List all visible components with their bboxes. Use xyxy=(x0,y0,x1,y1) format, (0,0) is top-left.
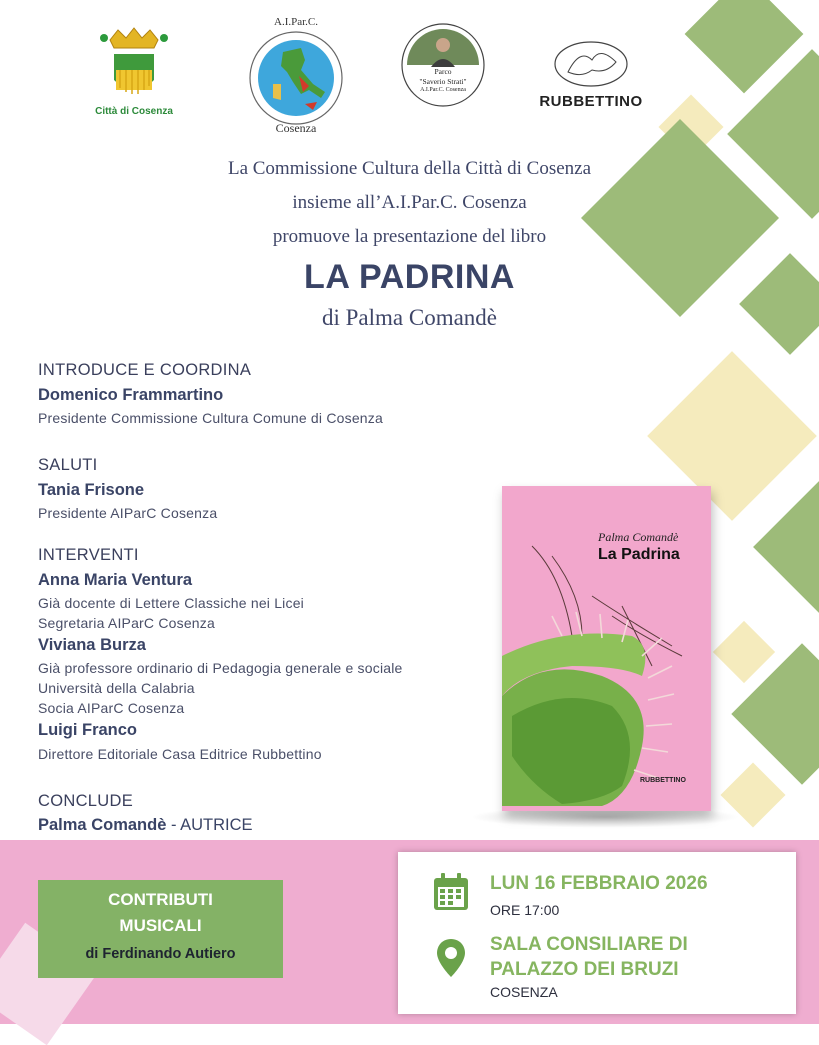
speaker-name: Luigi Franco xyxy=(38,721,137,739)
venus-flytrap-icon xyxy=(502,486,711,811)
speaker-name: Anna Maria Ventura xyxy=(38,571,193,589)
aiparc-city-label: Cosenza xyxy=(275,121,317,135)
cosenza-crest-icon xyxy=(96,24,172,104)
logo-citta-cosenza xyxy=(96,24,172,124)
speaker-role: Segretaria AIParC Cosenza xyxy=(38,615,215,631)
book-author: di Palma Comandè xyxy=(321,305,498,330)
speaker-name: Viviana Burza xyxy=(38,636,146,654)
music-line2: MUSICALI xyxy=(119,916,202,935)
logo-cosenza-label: Città di Cosenza xyxy=(95,106,173,117)
book-cover xyxy=(502,486,711,811)
event-place-line2: PALAZZO DEI BRUZI xyxy=(490,959,679,980)
parco-line3: A.I.Par.C. Cosenza xyxy=(420,87,466,93)
introduce-role: Presidente Commissione Cultura Comune di Cosenza xyxy=(38,410,383,426)
introduce-name: Domenico Frammartino xyxy=(38,386,224,404)
book-title: LA PADRINA xyxy=(304,258,515,296)
intro-line-2: insieme all’A.I.Par.C. Cosenza xyxy=(292,192,527,213)
logo-parco-strati xyxy=(401,23,485,107)
speaker-role: Socia AIParC Cosenza xyxy=(38,700,185,716)
logo-aiparc xyxy=(243,14,349,138)
speaker-role: Università della Calabria xyxy=(38,680,195,696)
music-box xyxy=(38,880,283,978)
saluti-name: Tania Frisone xyxy=(38,481,145,499)
interventi-heading: INTERVENTI xyxy=(38,546,139,564)
introduce-heading: INTRODUCE E COORDINA xyxy=(38,361,252,379)
conclude-heading: CONCLUDE xyxy=(38,792,133,810)
decor-diamond xyxy=(713,621,775,683)
event-city: COSENZA xyxy=(490,984,558,1000)
parco-line2: "Saverio Strati" xyxy=(419,77,467,86)
conclude-suffix: - AUTRICE xyxy=(166,816,253,834)
speaker-role: Già professore ordinario di Pedagogia generale e sociale xyxy=(38,660,403,676)
parco-portrait-icon xyxy=(401,23,485,107)
logo-rubbettino xyxy=(536,38,646,118)
rubbettino-label: RUBBETTINO xyxy=(539,93,643,110)
saluti-heading: SALUTI xyxy=(38,456,98,474)
location-pin-icon xyxy=(436,938,466,978)
intro-line-3: promuove la presentazione del libro xyxy=(272,226,547,247)
speaker-role: Direttore Editoriale Casa Editrice Rubbettino xyxy=(38,746,322,762)
conclude-name: Palma Comandè xyxy=(38,816,167,834)
aiparc-top-label: A.I.Par.C. xyxy=(274,16,318,28)
calendar-icon xyxy=(432,872,470,912)
speaker-role: Già docente di Lettere Classiche nei Licei xyxy=(38,595,304,611)
conclude-line xyxy=(38,816,253,835)
intro-line-1: La Commissione Cultura della Città di Cosenza xyxy=(227,158,592,179)
event-time: ORE 17:00 xyxy=(490,902,560,918)
event-date: LUN 16 FEBBRAIO 2026 xyxy=(490,873,708,894)
music-by: di Ferdinando Autiero xyxy=(85,946,236,962)
event-place-line1: SALA CONSILIARE DI xyxy=(490,934,688,955)
event-info-box xyxy=(398,852,796,1014)
parco-line1: Parco xyxy=(434,67,452,76)
saluti-role: Presidente AIParC Cosenza xyxy=(38,505,218,521)
cover-title: La Padrina xyxy=(598,546,680,563)
music-line1: CONTRIBUTI xyxy=(108,890,213,909)
cover-author: Palma Comandè xyxy=(598,530,679,544)
cover-publisher: RUBBETTINO xyxy=(640,777,686,784)
rubbettino-emblem-icon xyxy=(536,38,646,88)
italy-map-icon xyxy=(243,26,349,130)
